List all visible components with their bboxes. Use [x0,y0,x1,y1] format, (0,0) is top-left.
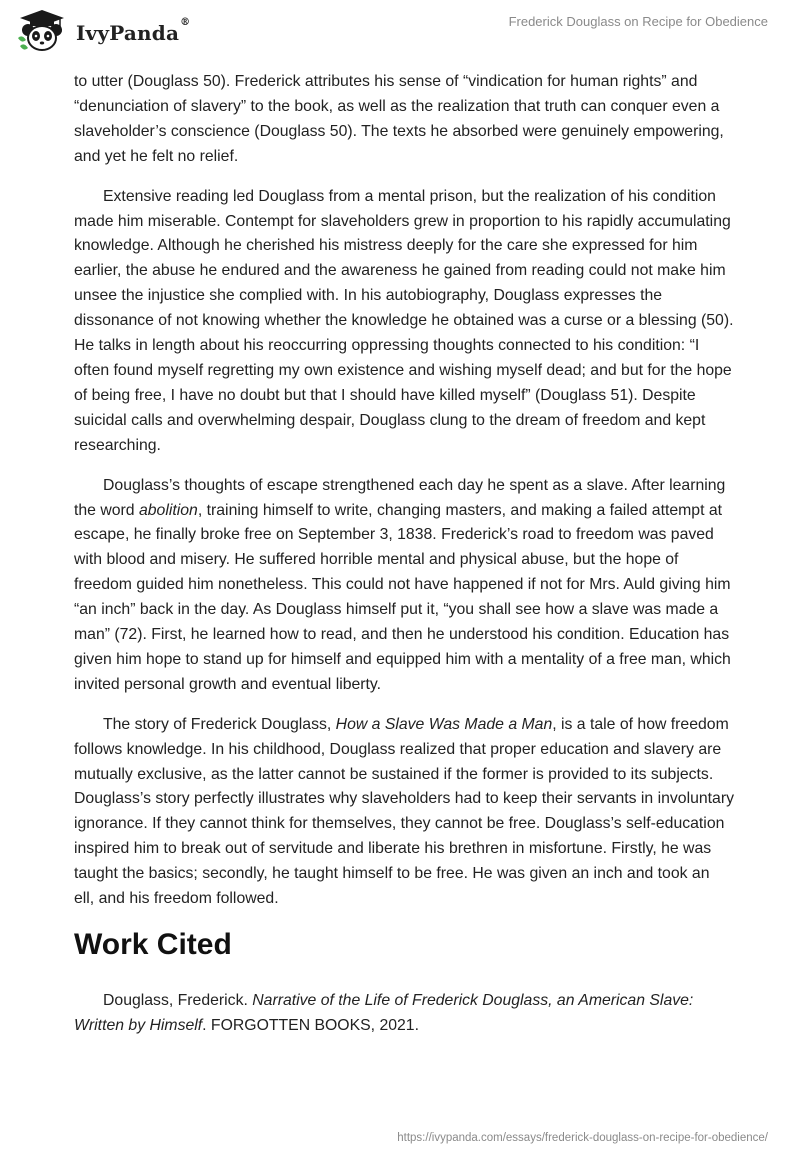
emphasis-title: How a Slave Was Made a Man [335,715,553,733]
brand-name: IvyPanda® [76,17,191,45]
panda-graduation-cap-icon [16,8,68,54]
paragraph-2: Extensive reading led Douglass from a mental prison, but the realization of his condition made him miserable. Contempt for slaveholders grew in proportion to his rapidly accumulating knowledge. Although he cherished his mistress deeply for the care she expressed for him earlier, the abuse he endured and the awareness he gained from reading could not make him unsee the injustice she complied with. In his autobiography, Douglass expresses the dissonance of not knowing whether the knowledge he obtained was a curse or a blessing (50). He talks in length about his reoccurring oppressing thoughts connected to his condition: “I often found myself regretting my own existence and wishing myself dead; and but for the hope of being free, I have no doubt but that I should have killed myself” (Douglass 51). Despite suicidal calls and overwhelming despair, Douglass clung to the dream of freedom and kept researching. [74,187,734,454]
essay-content [74,70,734,1055]
source-url[interactable]: https://ivypanda.com/essays/frederick-douglass-on-recipe-for-obedience/ [397,1132,768,1144]
paragraph-1: to utter (Douglass 50). Frederick attributes his sense of “vindication for human rights” and “denunciation of slavery” to the book, as well as the realization that truth can conquer even a slaveholder’s conscience (Douglass 50). The texts he absorbed were genuinely empowering, and yet he felt no relief. [74,73,724,165]
works-cited-heading: Work Cited [74,928,232,961]
page-header [0,0,800,60]
ivypanda-logo[interactable] [16,8,190,54]
citation-title: Narrative of the Life of Frederick Douglass, an American Slave: Written by Himself [74,992,694,1034]
paragraph-3: Douglass’s thoughts of escape strengthened each day he spent as a slave. After learning the word abolition, training himself to write, changing masters, and making a failed attempt at escape, he finally broke free on September 3, 1838. Frederick’s road to freedom was paved with blood and misery. He suffered horrible mental and physical abuse, but the hope of freedom guided him nonetheless. This could not have happened if not for Mrs. Auld giving him “an inch” back in the day. As Douglass himself put it, “you shall see how a slave was made a man” (72). First, he learned how to read, and then he understood his condition. Education has given him hope to stand up for himself and equipped him with a mentality of a free man, which invited personal growth and eventual liberty. [74,476,731,693]
document-title: Frederick Douglass on Recipe for Obedience [508,14,768,29]
emphasis-abolition: abolition [138,501,198,519]
paragraph-4: The story of Frederick Douglass, How a Slave Was Made a Man, is a tale of how freedom follows knowledge. In his childhood, Douglass realized that proper education and slavery are mutually exclusive, as the latter cannot be sustained if the former is provided to its subjects. Douglass’s story perfectly illustrates why slaveholders had to keep their servants in involuntary ignorance. If they cannot think for themselves, they cannot be free. Douglass’s self-education inspired him to break out of servitude and liberate his brethren in misfortune. Firstly, he was taught the basics; secondly, he taught himself to be free. He was given an inch and took an ell, and his freedom followed. [74,715,734,908]
citation-entry: Douglass, Frederick. Narrative of the Life of Frederick Douglass, an American Slave: Written by Himself. FORGOTTEN BOOKS, 2021. [74,992,694,1034]
